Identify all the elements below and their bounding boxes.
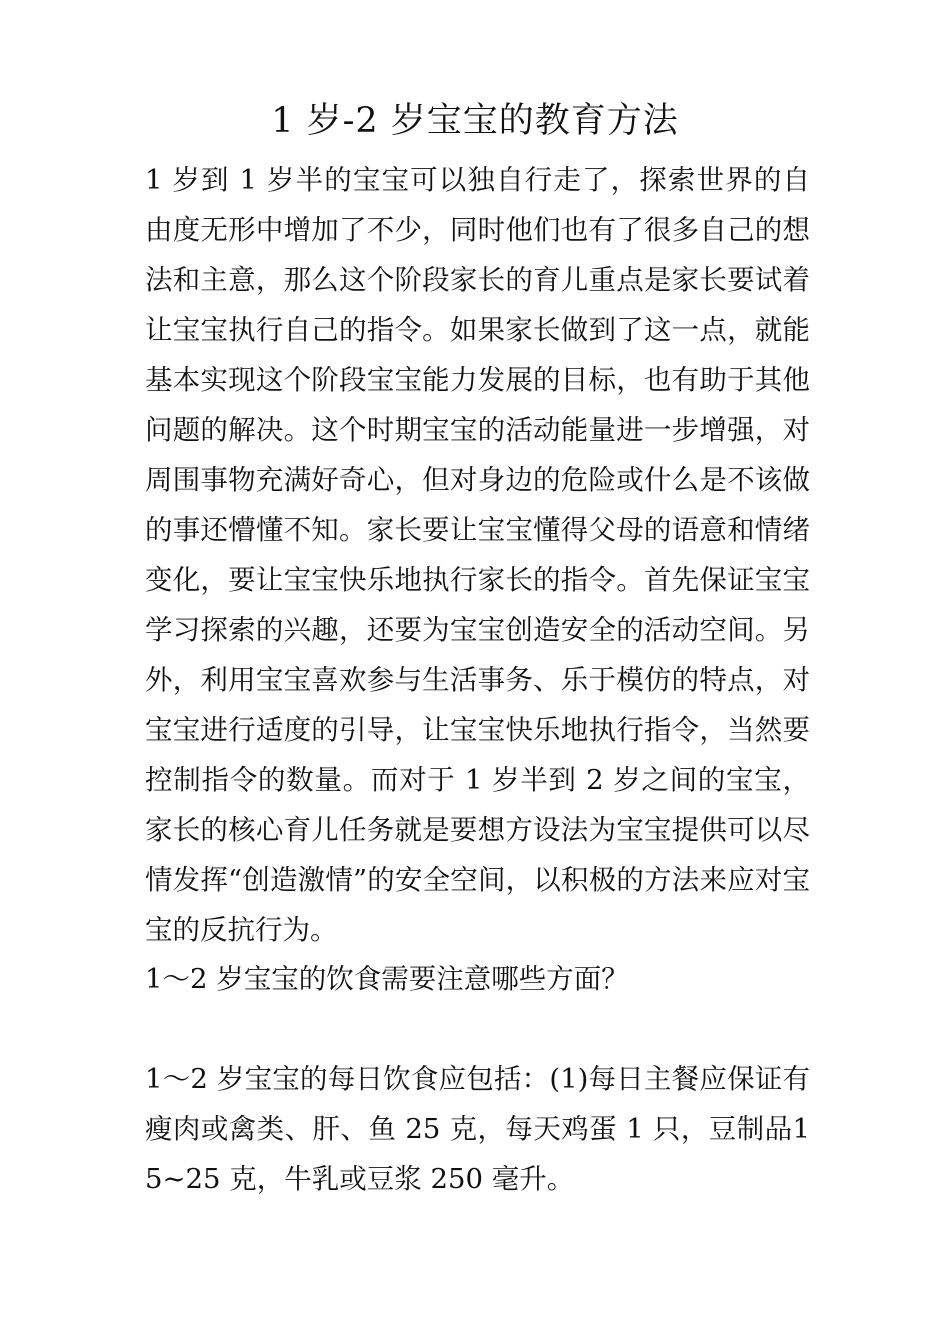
question-heading: 1～2 岁宝宝的饮食需要注意哪些方面？ [145, 963, 629, 995]
paragraph-diet: 1～2 岁宝宝的每日饮食应包括：(1)每日主餐应保证有瘦肉或禽类、肝、鱼 25 克，每天鸡蛋 1 只，豆制品15~25 克，牛乳或豆浆 250 毫升。 [145, 1063, 810, 1195]
paragraph-intro: 1 岁到 1 岁半的宝宝可以独自行走了，探索世界的自由度无形中增加了不少，同时他们也有了很多自己的想法和主意，那么这个阶段家长的育儿重点是家长要试着让宝宝执行自己的指令。如果家长做到了这一点，就能基本实现这个阶段宝宝能力发展的目标，也有助于其他问题的解决。这个时期宝宝的活动能量进一步增强，对周围事物充满好奇心，但对身边的危险或什么是不该做的事还懵懂不知。家长要让宝宝懂得父母的语意和情绪变化，要让宝宝快乐地执行家长的指令。首先保证宝宝学习探索的兴趣，还要为宝宝创造安全的活动空间。另外，利用宝宝喜欢参与生活事务、乐于模仿的特点，对宝宝进行适度的引导，让宝宝快乐地执行指令，当然要控制指令的数量。而对于 1 岁半到 2 岁之间的宝宝，家长的核心育儿任务就是要想方设法为宝宝提供可以尽情发挥“创造激情”的安全空间，以积极的方法来应对宝宝的反抗行为。 [145, 164, 810, 946]
document-title: 1 岁-2 岁宝宝的教育方法 [271, 101, 679, 141]
